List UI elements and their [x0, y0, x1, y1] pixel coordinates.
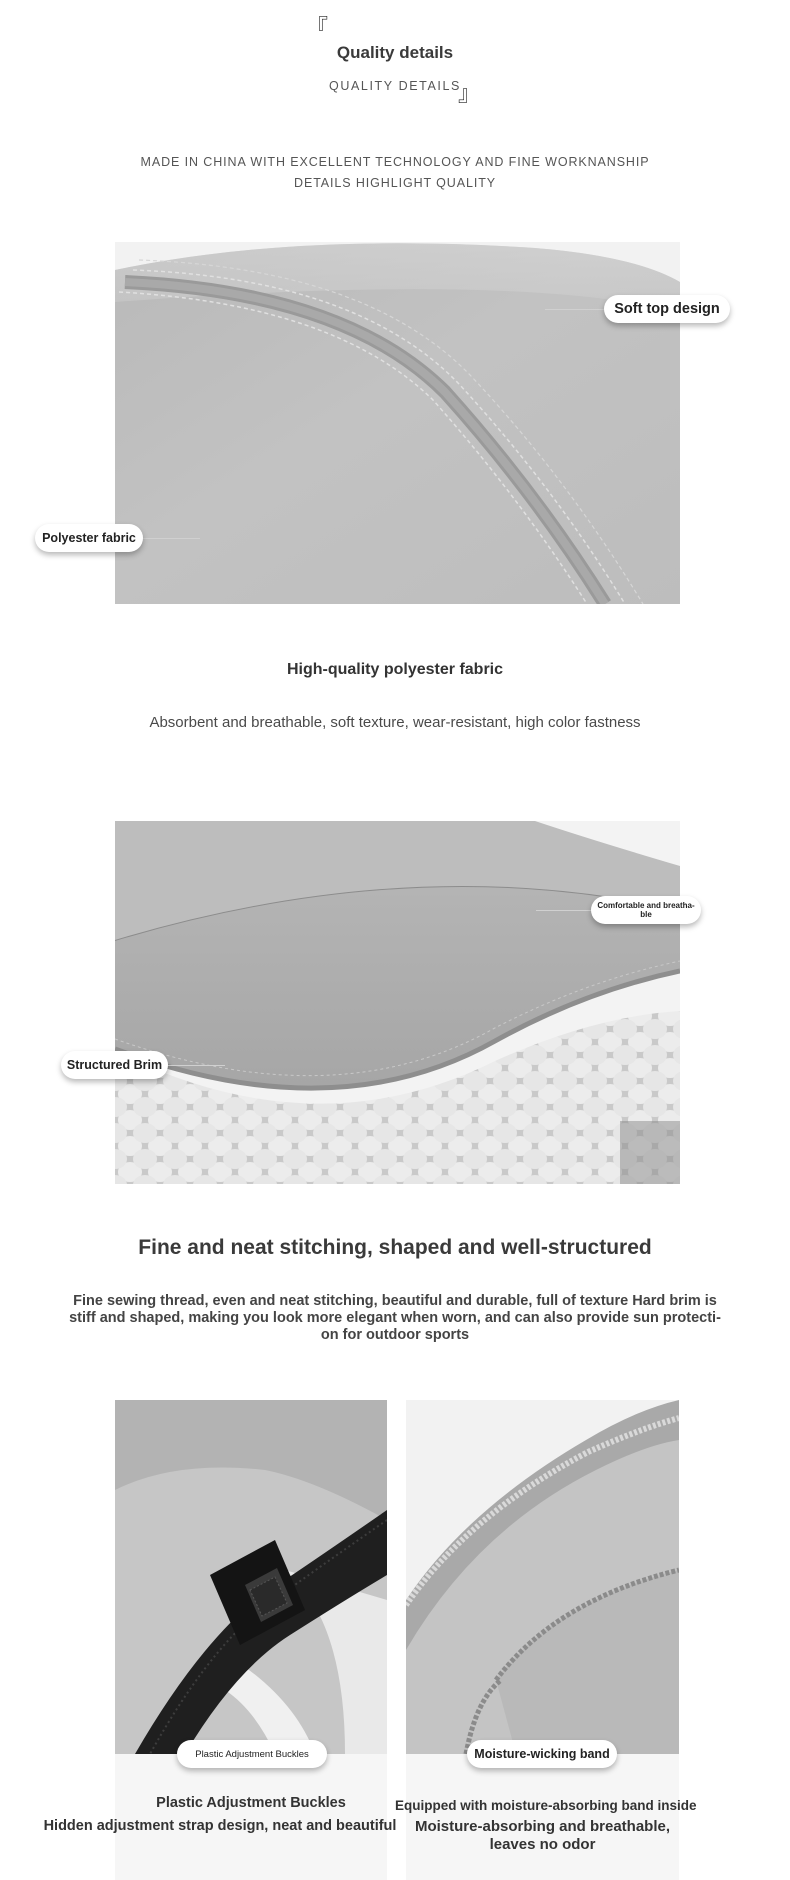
band-photo: [406, 1400, 679, 1754]
callout-comfortable: Comfortable and breatha-ble: [591, 896, 701, 924]
buckle-photo: [115, 1400, 387, 1754]
close-bracket-icon: 』: [458, 82, 481, 107]
callout-line-right: [545, 309, 605, 310]
tagline-line-1: MADE IN CHINA WITH EXCELLENT TECHNOLOGY AND FINE WORKNANSHIP: [140, 155, 650, 169]
callout-structured-brim: Structured Brim: [61, 1051, 168, 1079]
stitching-heading: Fine and neat stitching, shaped and well-structured: [138, 1236, 652, 1259]
callout-soft-top: Soft top design: [604, 295, 730, 323]
fabric-photo: [115, 242, 680, 604]
fabric-description: Absorbent and breathable, soft texture, wear-resistant, high color fastness: [149, 714, 641, 731]
brim-photo: [115, 821, 680, 1184]
buckle-title: Plastic Adjustment Buckles: [156, 1795, 346, 1811]
band-line-1: Equipped with moisture-absorbing band inside: [395, 1798, 697, 1813]
fabric-heading: High-quality polyester fabric: [286, 661, 504, 678]
stitching-desc-1: Fine sewing thread, even and neat stitching, beautiful and durable, full of texture Hard brim is: [73, 1293, 717, 1309]
callout-line-left-2: [165, 1065, 225, 1066]
band-line-2: Moisture-absorbing and breathable,: [414, 1818, 671, 1835]
tagline-line-2: DETAILS HIGHLIGHT QUALITY: [294, 176, 496, 190]
callout-polyester: Polyester fabric: [35, 524, 143, 552]
callout-line-right-2: [536, 910, 592, 911]
page-title: Quality details: [336, 43, 454, 62]
stitching-desc-3: on for outdoor sports: [320, 1327, 470, 1343]
band-pill: Moisture-wicking band: [467, 1740, 617, 1768]
page-subtitle: QUALITY DETAILS: [329, 79, 461, 93]
buckle-pill: Plastic Adjustment Buckles: [177, 1740, 327, 1768]
band-line-3: leaves no odor: [489, 1836, 596, 1853]
buckle-description: Hidden adjustment strap design, neat and beautiful: [43, 1818, 397, 1834]
callout-line-left: [140, 538, 200, 539]
stitching-desc-2: stiff and shaped, making you look more elegant when worn, and can also provide sun protecti-: [69, 1310, 721, 1326]
open-bracket-icon: 『: [306, 16, 329, 41]
